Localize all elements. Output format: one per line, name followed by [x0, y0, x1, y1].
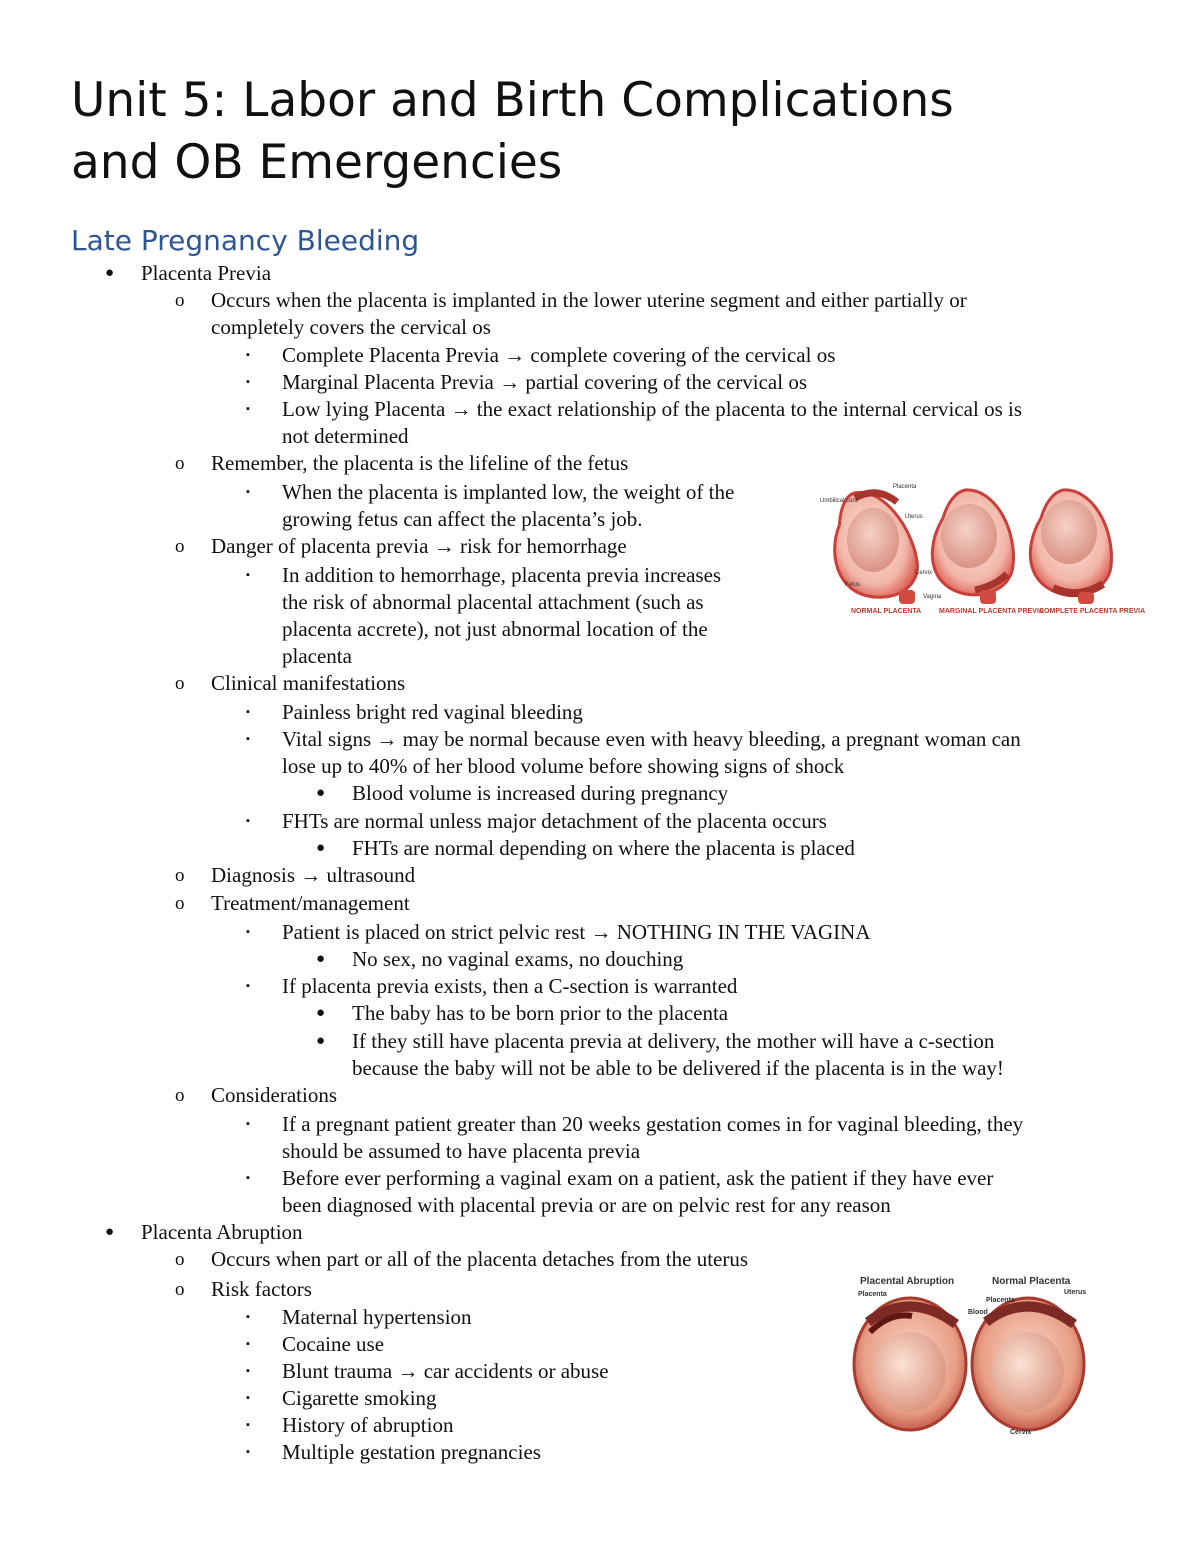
list-item-text: Blood volume is increased during pregnancy	[352, 781, 729, 805]
bullet-square-icon: ▪	[246, 1338, 250, 1350]
list-item-text: Occurs when part or all of the placenta detaches from the uterus	[211, 1247, 749, 1271]
bullet-circle-icon: o	[175, 536, 185, 557]
placental-abruption-illustration	[850, 1272, 1100, 1440]
list-item-text: Considerations	[211, 1083, 337, 1107]
list-item-text: Occurs when the placenta is implanted in the lower uterine segment and either partially or	[211, 288, 967, 312]
list-item-text: History of abruption	[282, 1413, 454, 1437]
bullet-disc-icon: ●	[316, 1033, 326, 1049]
bullet-square-icon: ▪	[246, 1118, 250, 1130]
list-item-text: Painless bright red vaginal bleeding	[282, 700, 583, 724]
annotation-blood: Blood	[968, 1309, 988, 1316]
list-item-text: If placenta previa exists, then a C-section is warranted	[282, 974, 738, 998]
list-item-text: Placenta Previa	[141, 261, 272, 285]
section-heading: Late Pregnancy Bleeding	[71, 224, 420, 257]
annotation-placenta: Placenta	[858, 1291, 887, 1298]
annotation-cervix: Cervix	[1010, 1429, 1032, 1436]
list-item-text: Remember, the placenta is the lifeline of the fetus	[211, 451, 629, 475]
list-item-text: Placenta Abruption	[141, 1220, 303, 1244]
bullet-disc-icon: ●	[316, 840, 326, 856]
list-item-text: Risk factors	[211, 1277, 312, 1301]
list-item-text: Before ever performing a vaginal exam on a patient, ask the patient if they have ever	[282, 1166, 994, 1190]
list-item-text: growing fetus can affect the placenta’s job.	[282, 507, 643, 531]
list-item-text: Multiple gestation pregnancies	[282, 1440, 541, 1464]
title-line-2: and OB Emergencies	[71, 135, 563, 190]
list-item-text: Cigarette smoking	[282, 1386, 437, 1410]
list-item-text: not determined	[282, 424, 409, 448]
list-item-text: placenta	[282, 644, 352, 668]
list-item-text: The baby has to be born prior to the placenta	[352, 1001, 729, 1025]
bullet-square-icon: ▪	[246, 1419, 250, 1431]
bullet-circle-icon: o	[175, 290, 185, 311]
bullet-disc-icon: ●	[316, 785, 326, 801]
bullet-circle-icon: o	[175, 1249, 185, 1270]
bullet-disc-icon: ●	[105, 1224, 115, 1240]
marginal-previa-uterus	[932, 490, 1013, 604]
annotation-cervix: Cervix	[915, 570, 933, 576]
annotation-fetus: Fetus	[845, 582, 861, 588]
bullet-square-icon: ▪	[246, 376, 250, 388]
list-item-text: When the placenta is implanted low, the weight of the	[282, 480, 735, 504]
annotation-placenta: Placenta	[986, 1297, 1015, 1304]
list-item-text: Diagnosis → ultrasound	[211, 863, 416, 887]
bullet-square-icon: ▪	[246, 980, 250, 992]
list-item-text: should be assumed to have placenta previa	[282, 1139, 641, 1163]
label-normal-placenta: Normal Placenta	[992, 1276, 1071, 1287]
bullet-square-icon: ▪	[246, 706, 250, 718]
abruption-uterus	[854, 1298, 966, 1430]
label-placental-abruption: Placental Abruption	[860, 1276, 955, 1287]
complete-previa-uterus	[1030, 490, 1111, 604]
list-item-text: the risk of abnormal placental attachment (such as	[282, 590, 704, 614]
list-item-text: Clinical manifestations	[211, 671, 406, 695]
bullet-square-icon: ▪	[246, 926, 250, 938]
bullet-circle-icon: o	[175, 673, 185, 694]
list-item-text: Treatment/management	[211, 891, 410, 915]
bullet-square-icon: ▪	[246, 349, 250, 361]
list-item-text: No sex, no vaginal exams, no douching	[352, 947, 684, 971]
bullet-square-icon: ▪	[246, 815, 250, 827]
bullet-disc-icon: ●	[316, 951, 326, 967]
annotation-vagina: Vagina	[923, 594, 942, 600]
bullet-circle-icon: o	[175, 1279, 185, 1300]
list-item-text: Marginal Placenta Previa → partial covering of the cervical os	[282, 370, 807, 394]
bullet-square-icon: ▪	[246, 1446, 250, 1458]
list-item-text: In addition to hemorrhage, placenta previa increases	[282, 563, 722, 587]
bullet-square-icon: ▪	[246, 1392, 250, 1404]
bullet-square-icon: ▪	[246, 403, 250, 415]
bullet-circle-icon: o	[175, 865, 185, 886]
bullet-square-icon: ▪	[246, 1311, 250, 1323]
placenta-previa-figure	[815, 478, 1146, 638]
bullet-circle-icon: o	[175, 1085, 185, 1106]
list-item-text: completely covers the cervical os	[211, 315, 491, 339]
list-item-text: If a pregnant patient greater than 20 weeks gestation comes in for vaginal bleeding, they	[282, 1112, 1024, 1136]
bullet-square-icon: ▪	[246, 1172, 250, 1184]
list-item-text: Blunt trauma → car accidents or abuse	[282, 1359, 609, 1383]
list-item-text: Vital signs → may be normal because even with heavy bleeding, a pregnant woman can	[282, 727, 1021, 751]
bullet-circle-icon: o	[175, 893, 185, 914]
list-item-text: Maternal hypertension	[282, 1305, 472, 1329]
bullet-disc-icon: ●	[105, 265, 115, 281]
label-normal-placenta: NORMAL PLACENTA	[851, 608, 922, 615]
list-item-text: Complete Placenta Previa → complete covering of the cervical os	[282, 343, 836, 367]
annotation-uterus: Uterus	[905, 514, 923, 520]
label-complete-previa: COMPLETE PLACENTA PREVIA	[1039, 608, 1146, 615]
list-item-text: placenta accrete), not just abnormal location of the	[282, 617, 708, 641]
list-item-text: FHTs are normal depending on where the placenta is placed	[352, 836, 855, 860]
placental-abruption-figure	[850, 1272, 1100, 1440]
page-title	[71, 70, 954, 194]
bullet-circle-icon: o	[175, 453, 185, 474]
label-marginal-previa: MARGINAL PLACENTA PREVIA	[939, 608, 1044, 615]
list-item-text: If they still have placenta previa at delivery, the mother will have a c-section	[352, 1029, 995, 1053]
list-item-text: Patient is placed on strict pelvic rest → NOTHING IN THE VAGINA	[282, 920, 871, 944]
bullet-square-icon: ▪	[246, 1365, 250, 1377]
list-item-text: been diagnosed with placental previa or are on pelvic rest for any reason	[282, 1193, 891, 1217]
list-item-text: Danger of placenta previa → risk for hemorrhage	[211, 534, 627, 558]
bullet-disc-icon: ●	[316, 1005, 326, 1021]
annotation-placenta: Placenta	[893, 484, 917, 490]
bullet-square-icon: ▪	[246, 486, 250, 498]
bullet-square-icon: ▪	[246, 569, 250, 581]
normal-uterus	[972, 1298, 1084, 1430]
bullet-square-icon: ▪	[246, 733, 250, 745]
list-item-text: Low lying Placenta → the exact relationship of the placenta to the internal cervical os is	[282, 397, 1022, 421]
list-item-text: lose up to 40% of her blood volume before showing signs of shock	[282, 754, 845, 778]
placenta-previa-illustration	[815, 478, 1146, 638]
title-line-1: Unit 5: Labor and Birth Complications	[71, 73, 954, 128]
annotation-uterus: Uterus	[1064, 1289, 1087, 1296]
list-item-text: because the baby will not be able to be delivered if the placenta is in the way!	[352, 1056, 1004, 1080]
list-item-text: Cocaine use	[282, 1332, 385, 1356]
annotation-umbilical-cord: Umbilical cord	[820, 498, 858, 504]
list-item-text: FHTs are normal unless major detachment of the placenta occurs	[282, 809, 827, 833]
